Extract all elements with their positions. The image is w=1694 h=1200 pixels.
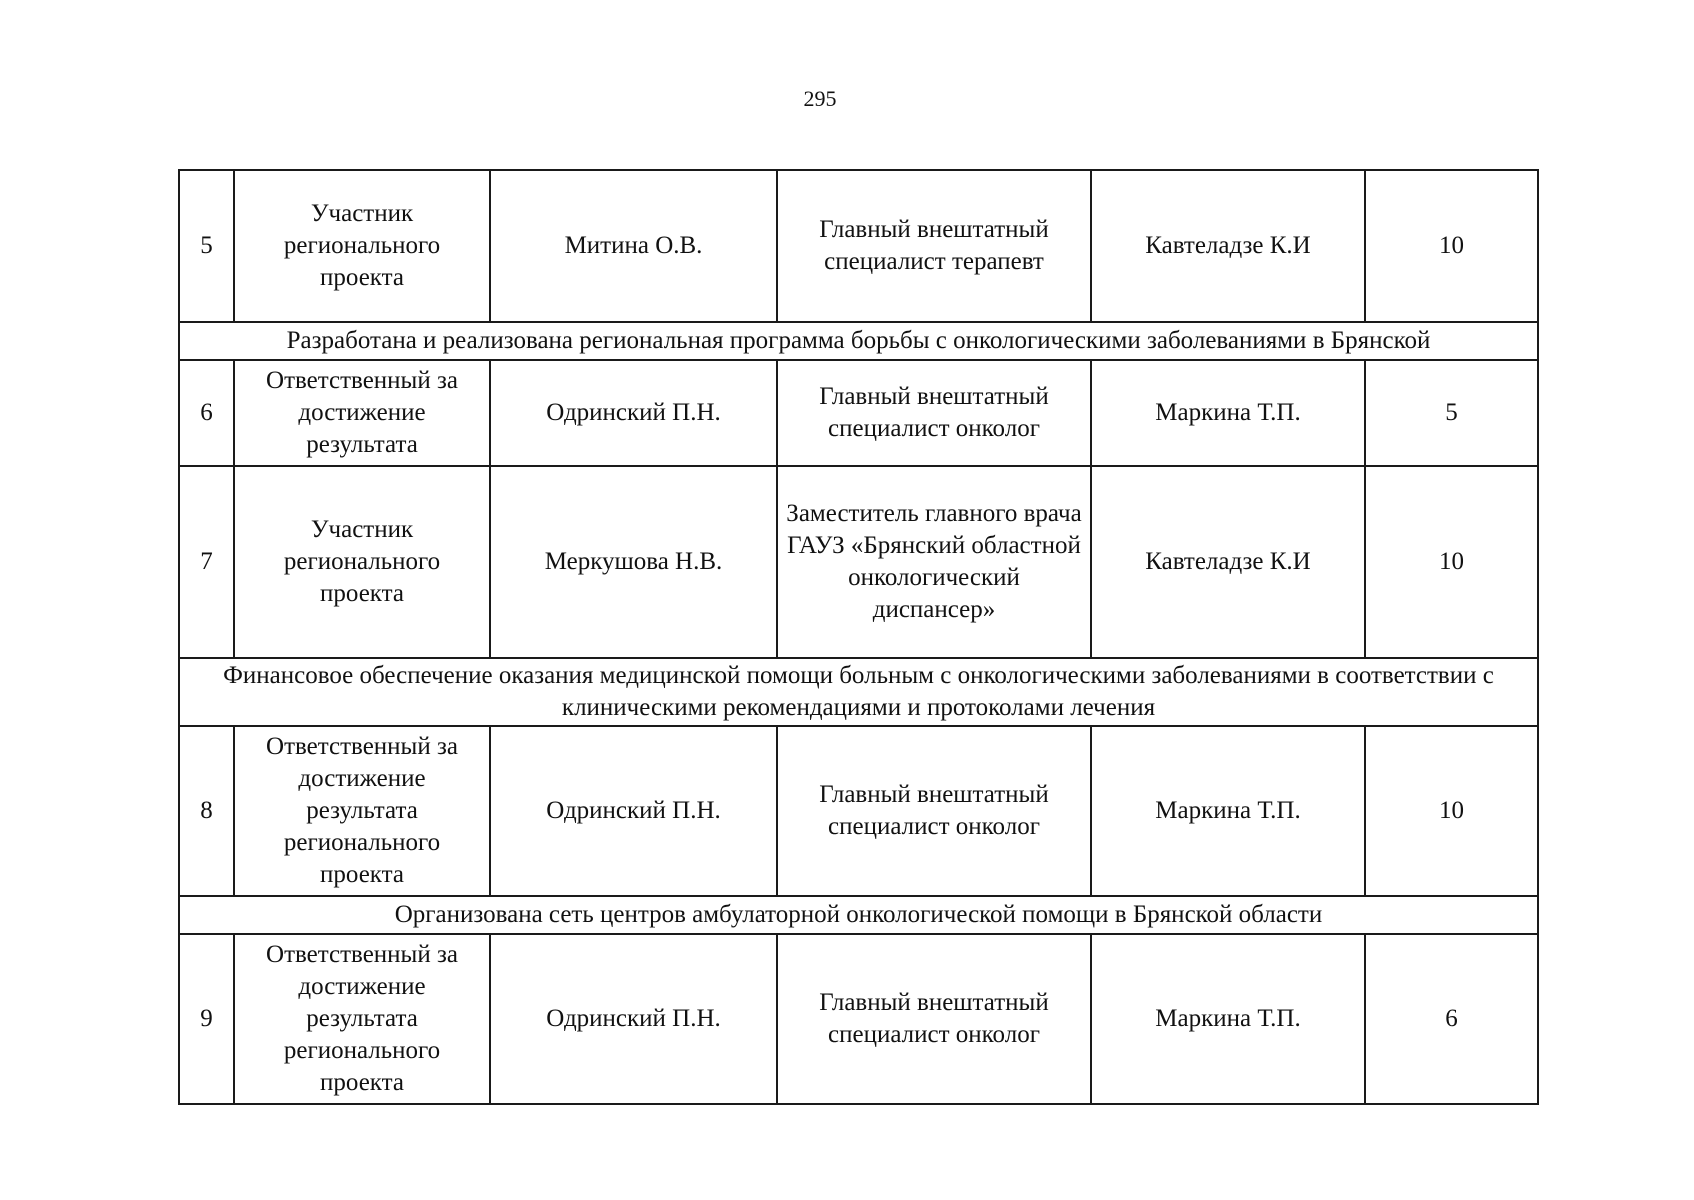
value-cell: 10 xyxy=(1365,726,1538,896)
supervisor-cell: Маркина Т.П. xyxy=(1091,726,1365,896)
table-row xyxy=(179,360,1538,466)
table-row xyxy=(179,726,1538,896)
position-cell: Главный внештатный специалист онколог xyxy=(777,726,1091,896)
name-cell: Одринский П.Н. xyxy=(490,726,777,896)
supervisor-cell: Кавтеладзе К.И xyxy=(1091,466,1365,658)
row-number-cell: 9 xyxy=(179,934,234,1104)
position-cell: Главный внештатный специалист терапевт xyxy=(777,170,1091,322)
position-cell: Главный внештатный специалист онколог xyxy=(777,360,1091,466)
position-cell: Главный внештатный специалист онколог xyxy=(777,934,1091,1104)
role-cell: Участник регионального проекта xyxy=(234,466,490,658)
section-row xyxy=(179,322,1538,360)
role-cell: Ответственный за достижение результата регионального проекта xyxy=(234,726,490,896)
name-cell: Меркушова Н.В. xyxy=(490,466,777,658)
value-cell: 10 xyxy=(1365,466,1538,658)
section-row xyxy=(179,896,1538,934)
supervisor-cell: Маркина Т.П. xyxy=(1091,934,1365,1104)
position-cell: Заместитель главного врача ГАУЗ «Брянский областной онкологический диспансер» xyxy=(777,466,1091,658)
value-cell: 6 xyxy=(1365,934,1538,1104)
value-cell: 10 xyxy=(1365,170,1538,322)
role-cell: Участник регионального проекта xyxy=(234,170,490,322)
name-cell: Одринский П.Н. xyxy=(490,360,777,466)
row-number-cell: 7 xyxy=(179,466,234,658)
table-row xyxy=(179,466,1538,658)
table-row xyxy=(179,170,1538,322)
row-number-cell: 5 xyxy=(179,170,234,322)
supervisor-cell: Маркина Т.П. xyxy=(1091,360,1365,466)
section-heading: Организована сеть центров амбулаторной онкологической помощи в Брянской области xyxy=(179,896,1538,934)
supervisor-cell: Кавтеладзе К.И xyxy=(1091,170,1365,322)
row-number-cell: 8 xyxy=(179,726,234,896)
row-number-cell: 6 xyxy=(179,360,234,466)
role-cell: Ответственный за достижение результата регионального проекта xyxy=(234,934,490,1104)
section-heading: Разработана и реализована региональная программа борьбы с онкологическими заболеваниями в Брянской xyxy=(179,322,1538,360)
role-cell: Ответственный за достижение результата xyxy=(234,360,490,466)
name-cell: Одринский П.Н. xyxy=(490,934,777,1104)
section-heading: Финансовое обеспечение оказания медицинской помощи больным с онкологическими заболеваниями в соответствии с клиническими рекомендациями и протоколами лечения xyxy=(179,658,1538,726)
value-cell: 5 xyxy=(1365,360,1538,466)
section-row xyxy=(179,658,1538,726)
page-number: 295 xyxy=(803,86,837,111)
responsibility-table xyxy=(178,169,1539,1105)
name-cell: Митина О.В. xyxy=(490,170,777,322)
table-row xyxy=(179,934,1538,1104)
